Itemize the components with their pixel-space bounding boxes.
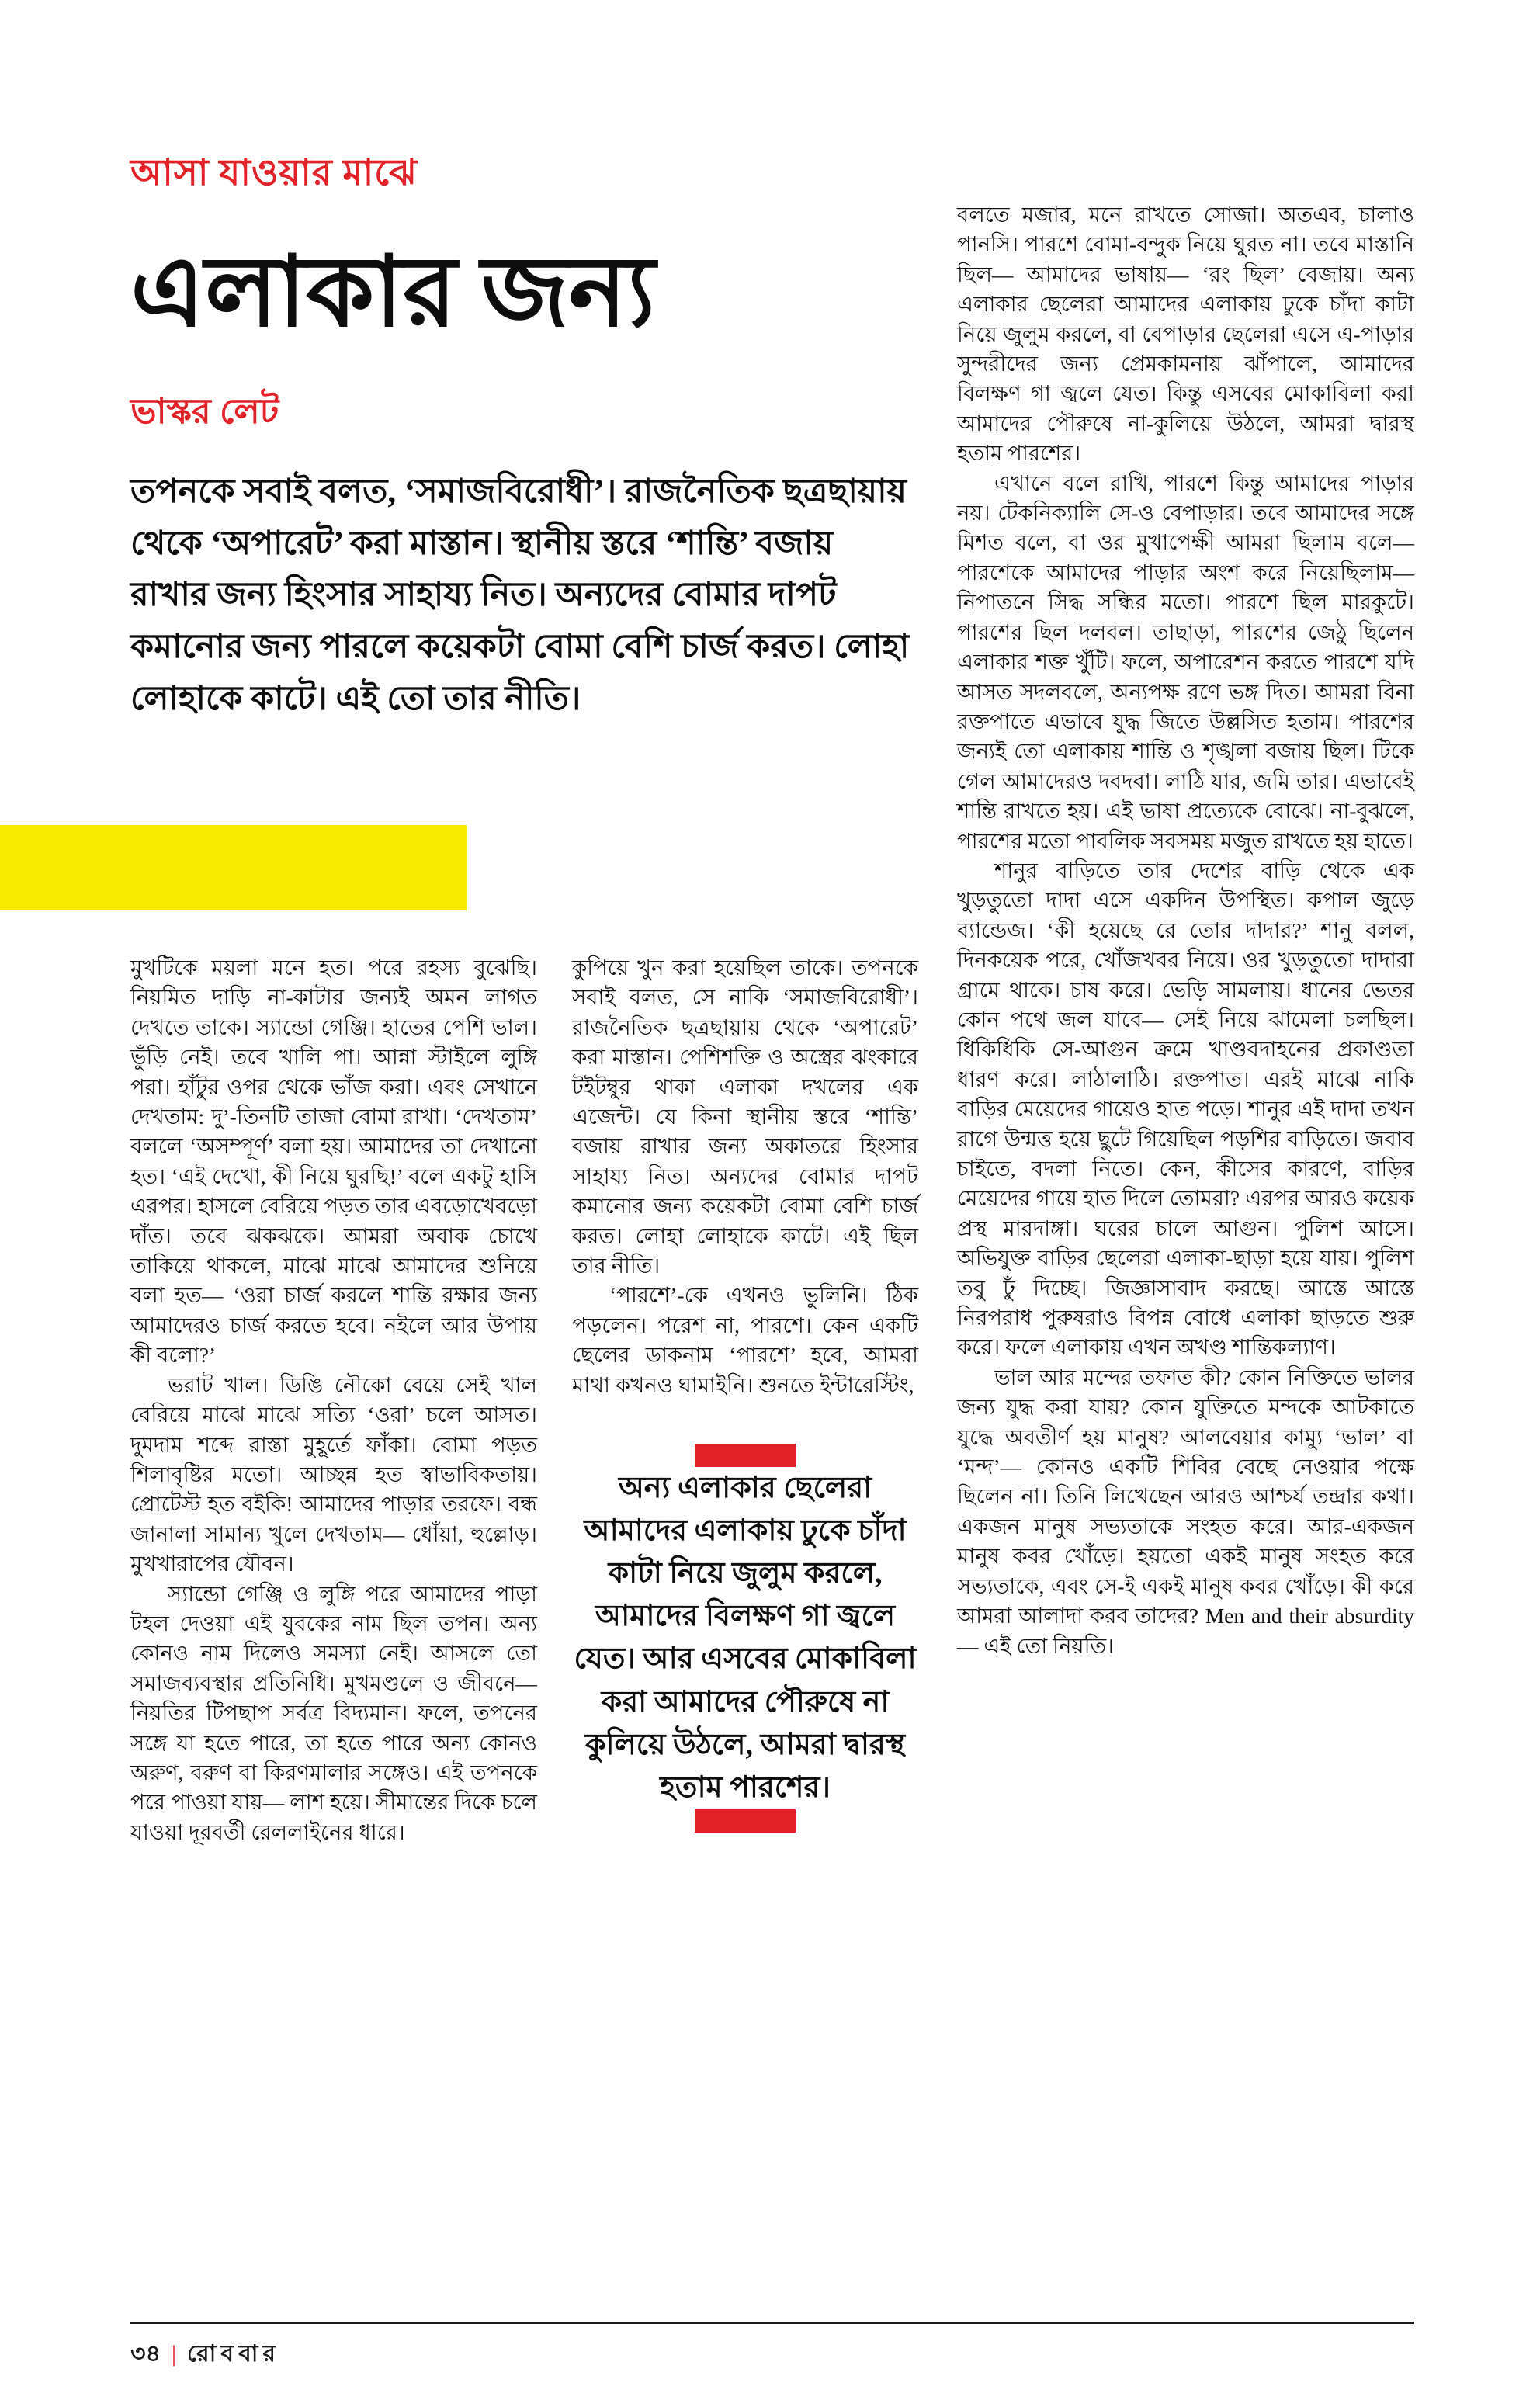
article-byline: ভাস্কর লেট [130, 392, 279, 432]
body-paragraph: বলতে মজার, মনে রাখতে সোজা। অতএব, চালাও পানসি। পারশে বোমা-বন্দুক নিয়ে ঘুরত না। তবে মাস্তানি ছিল— আমাদের ভাষায়— ‘রং ছিল’ বেজায়। অন্য এলাকার ছেলেরা আমাদের এলাকায় ঢুকে চাঁদা কাটা নিয়ে জুলুম করলে, বা বেপাড়ার ছেলেরা এসে এ-পাড়ার সুন্দরীদের জন্য প্রেমকামনায় ঝাঁপালে, আমাদের বিলক্ষণ গা জ্বলে যেত। কিন্তু এসবের মোকাবিলা করা আমাদের পৌরুষে না-কুলিয়ে উঠলে, আমরা দ্বারস্থ হতাম পারশের। [957, 203, 1414, 466]
pull-quote-top-bar [695, 1444, 796, 1467]
article-headline: এলাকার জন্য [130, 239, 656, 347]
pull-quote-bottom-bar [695, 1809, 796, 1833]
pull-quote-text: অন্য এলাকার ছেলেরা আমাদের এলাকায় ঢুকে চাঁদা কাটা নিয়ে জুলুম করলে, আমাদের বিলক্ষণ গা জ্বলে যেত। আর এসবের মোকাবিলা করা আমাদের পৌরুষে না কুলিয়ে উঠলে, আমরা দ্বারস্থ হতাম পারশের। [574, 1472, 917, 1804]
body-paragraph: এখানে বলে রাখি, পারশে কিন্তু আমাদের পাড়ার নয়। টেকনিক্যালি সে-ও বেপাড়ার। তবে আমাদের সঙ্গে মিশত বলে, বা ওর মুখাপেক্ষী আমরা ছিলাম বলে— পারশেকে আমাদের পাড়ার অংশ করে নিয়েছিলাম— নিপাতনে সিদ্ধ সন্ধির মতো। পারশে ছিল মারকুটে। পারশের ছিল দলবল। তাছাড়া, পারশের জেঠু ছিলেন এলাকার শক্ত খুঁটি। ফলে, অপারেশন করতে পারশে যদি আসত সদলবলে, অন্যপক্ষ রণে ভঙ্গ দিত। আমরা বিনা রক্তপাতে এভাবে যুদ্ধ জিতে উল্লসিত হতাম। পারশের জন্যই তো এলাকায় শান্তি ও শৃঙ্খলা বজায় ছিল। টিকে গেল আমাদেরও দবদবা। লাঠি যার, জমি তার। এভাবেই শান্তি রাখতে হয়। এই ভাষা প্রত্যেকে বোঝে। না-বুঝলে, পারশের মতো পাবলিক সবসময় মজুত রাখতে হয় হাতে। [957, 470, 1414, 853]
footer-separator: | [171, 2341, 176, 2367]
pull-quote [572, 1444, 918, 1833]
page-footer [130, 2322, 1414, 2374]
series-kicker: আসা যাওয়ার মাঝে [130, 153, 418, 193]
magazine-title: রোববার [187, 2341, 280, 2367]
lead-paragraph: তপনকে সবাই বলত, ‘সমাজবিরোধী’। রাজনৈতিক ছত্রছায়ায় থেকে ‘অপারেট’ করা মাস্তান। স্থানীয় স্তরে ‘শান্তি’ বজায় রাখার জন্য হিংসার সাহায্য নিত। অন্যদের বোমার দাপট কমানোর জন্য পারলে কয়েকটা বোমা বেশি চার্জ করত। লোহা লোহাকে কাটে। এই তো তার নীতি। [130, 473, 910, 717]
body-paragraph: ভরাট খাল। ডিঙি নৌকো বেয়ে সেই খাল বেরিয়ে মাঝে মাঝে সত্যি ‘ওরা’ চলে আসত। দুমদাম শব্দে রাস্তা মুহূর্তে ফাঁকা। বোমা পড়ত শিলাবৃষ্টির মতো। আচ্ছন্ন হত স্বাভাবিকতায়। প্রোটেস্ট হত বইকি! আমাদের পাড়ার তরফে। বন্ধ জানালা সামান্য খুলে দেখতাম— ধোঁয়া, হুল্লোড়। মুখখারাপের যৌবন। [130, 1372, 537, 1576]
body-column-left [130, 953, 537, 1847]
body-paragraph: মুখটিকে ময়লা মনে হত। পরে রহস্য বুঝেছি। নিয়মিত দাড়ি না-কাটার জন্যই অমন লাগত দেখতে তাকে। স্যান্ডো গেঞ্জি। হাতের পেশি ভাল। ভুঁড়ি নেই। তবে খালি পা। আন্না স্টাইলে লুঙ্গি পরা। হাঁটুর ওপর থেকে ভাঁজ করা। এবং সেখানে দেখতাম: দু’-তিনটি তাজা বোমা রাখা। ‘দেখতাম’ বললে ‘অসম্পূর্ণ’ বলা হয়। আমাদের তা দেখানো হত। ‘এই দেখো, কী নিয়ে ঘুরছি!’ বলে একটু হাসি এরপর। হাসলে বেরিয়ে পড়ত তার এবড়োখেবড়ো দাঁত। তবে ঝকঝকে। আমরা অবাক চোখে তাকিয়ে থাকলে, মাঝে মাঝে আমাদের শুনিয়ে বলা হত— ‘ওরা চার্জ করলে শান্তি রক্ষার জন্য আমাদেরও চার্জ করতে হবে। নইলে আর উপায় কী বলো?’ [130, 955, 537, 1368]
page-number: ৩৪ [130, 2341, 161, 2367]
body-column-right [957, 200, 1414, 2296]
yellow-highlight-bar [0, 825, 467, 910]
article-header [130, 144, 917, 725]
body-paragraph: ‘পারশে’-কে এখনও ভুলিনি। ঠিক পড়লেন। পরেশ না, পারশে। কেন একটি ছেলের ডাকনাম ‘পারশে’ হবে, আমরা মাথা কখনও ঘামাইনি। শুনতে ইন্টারেস্টিং, [572, 1283, 918, 1397]
body-paragraph: স্যান্ডো গেঞ্জি ও লুঙ্গি পরে আমাদের পাড়া টহল দেওয়া এই যুবকের নাম ছিল তপন। অন্য কোনও নাম দিলেও সমস্যা নেই। আসলে তো সমাজব্যবস্থার প্রতিনিধি। মুখমণ্ডলে ও জীবনে— নিয়তির টিপছাপ সর্বত্র বিদ্যমান। ফলে, তপনের সঙ্গে যা হতে পারে, তা হতে পারে অন্য কোনও অরুণ, বরুণ বা কিরণমালার সঙ্গেও। এই তপনকে পরে পাওয়া যায়— লাশ হয়ে। সীমান্তের দিকে চলে যাওয়া দূরবর্তী রেললাইনের ধারে। [130, 1581, 537, 1844]
body-paragraph: শানুর বাড়িতে তার দেশের বাড়ি থেকে এক খুড়তুতো দাদা এসে একদিন উপস্থিত। কপাল জুড়ে ব্যান্ডেজ। ‘কী হয়েছে রে তোর দাদার?’ শানু বলল, দিনকয়েক পরে, খোঁজখবর নিয়ে। ওর খুড়তুতো দাদারা গ্রামে থাকে। চাষ করে। ভেড়ি সামলায়। ধানের ভেতর কোন পথে জল যাবে— সেই নিয়ে ঝামেলা চলছিল। ধিকিধিকি সে-আগুন ক্রমে খাণ্ডবদাহনের প্রকাণ্ডতা ধারণ করে। লাঠালাঠি। রক্তপাত। এরই মাঝে নাকি বাড়ির মেয়েদের গায়েও হাত পড়ে। শানুর এই দাদা তখন রাগে উন্মত্ত হয়ে ছুটে গিয়েছিল পড়শির বাড়িতে। জবাব চাইতে, বদলা নিতে। কেন, কীসের কারণে, বাড়ির মেয়েদের গায়ে হাত দিলে তোমরা? এরপর আরও কয়েক প্রস্থ মারদাঙ্গা। ঘরের চালে আগুন। পুলিশ আসে। অভিযুক্ত বাড়ির ছেলেরা এলাকা-ছাড়া হয়ে যায়। পুলিশ তবু ঢুঁ দিচ্ছে। জিজ্ঞাসাবাদ করছে। আস্তে আস্তে নিরপরাধ পুরুষরাও বিপন্ন বোধে এলাকা ছাড়তে শুরু করে। ফলে এলাকায় এখন অখণ্ড শান্তিকল্যাণ। [957, 858, 1414, 1360]
body-column-middle [572, 953, 918, 1833]
body-paragraph: কুপিয়ে খুন করা হয়েছিল তাকে। তপনকে সবাই বলত, সে নাকি ‘সমাজবিরোধী’। রাজনৈতিক ছত্রছায়ায় থেকে ‘অপারেট’ করা মাস্তান। পেশিশক্তি ও অস্ত্রের ঝংকারে টইটম্বুর থাকা এলাকা দখলের এক এজেন্ট। যে কিনা স্থানীয় স্তরে ‘শান্তি’ বজায় রাখার জন্য অকাতরে হিংসার সাহায্য নিত। অন্যদের বোমার দাপট কমানোর জন্য কয়েকটা বোমা বেশি চার্জ করত। লোহা লোহাকে কাটে। এই ছিল তার নীতি। [572, 955, 918, 1278]
body-paragraph: ভাল আর মন্দের তফাত কী? কোন নিক্তিতে ভালর জন্য যুদ্ধ করা যায়? কোন যুক্তিতে মন্দকে আটকাতে যুদ্ধে অবতীর্ণ হয় মানুষ? আলবেয়ার কাম্যু ‘ভাল’ বা ‘মন্দ’— কোনও একটি শিবির বেছে নেওয়ার পক্ষে ছিলেন না। তিনি লিখেছেন আরও আশ্চর্য তন্দ্রার কথা। একজন মানুষ সভ্যতাকে সংহত করে। আর-একজন মানুষ কবর খোঁড়ে। হয়তো একই মানুষ সংহত করে সভ্যতাকে, এবং সে-ই একই মানুষ কবর খোঁড়ে। কী করে আমরা আলাদা করব তাদের? Men and their absurdity— এই তো নিয়তি। [957, 1365, 1414, 1658]
